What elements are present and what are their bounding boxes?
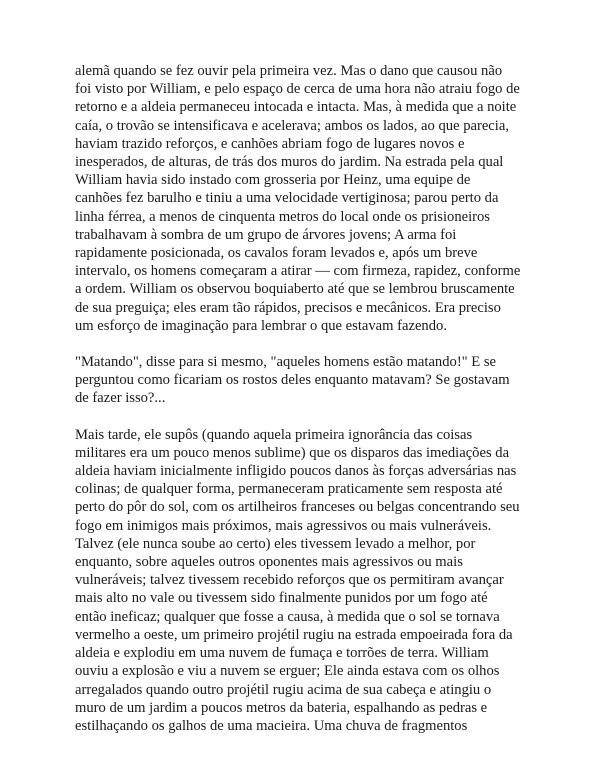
paragraph-3: Mais tarde, ele supôs (quando aquela primeira ignorância das coisas militares era um pouco menos sublime) que os disparos das imediações da aldeia haviam inicialmente infligido poucos danos às forças adversárias nas colinas; de qualquer forma, permaneceram praticamente sem resposta até perto do pôr do sol, com os artilheiros franceses ou belgas concentrando seu fogo em inimigos mais próximos, mais agressivos ou mais vulneráveis. Talvez (ele nunca soube ao certo) eles tivessem levado a melhor, por enquanto, sobre aqueles outros oponentes mais agressivos ou mais vulneráveis; talvez tivessem recebido reforços que os permitiram avançar mais alto no vale ou tivessem sido finalmente punidos por um fogo até então ineficaz; qualquer que fosse a causa, à medida que o sol se tornava vermelho a oeste, um primeiro projétil rugiu na estrada empoeirada fora da aldeia e explodiu em uma nuvem de fumaça e torrões de terra. William ouviu a explosão e viu a nuvem se erguer; Ele ainda estava com os olhos arregalados quando outro projétil rugiu acima de sua cabeça e atingiu o muro de um jardim a poucos metros da bateria, espalhando as pedras e estilhaçando os galhos de uma macieira. Uma chuva de fragmentos — [75, 426, 520, 734]
paragraph-1: alemã quando se fez ouvir pela primeira vez. Mas o dano que causou não foi visto por William, e pelo espaço de cerca de uma hora não atraiu fogo de retorno e a aldeia permaneceu intocada e intacta. Mas, à medida que a noite caía, o trovão se intensificava e acelerava; ambos os lados, ao que parecia, haviam trazido reforços, e canhões abriam fogo de lugares novos e inesperados, de alturas, de trás dos muros do jardim. Na estrada pela qual William havia sido instado com grosseria por Heinz, uma equipe de canhões fez barulho e tiniu a uma velocidade vertiginosa; parou perto da linha férrea, a menos de cinquenta metros do local onde os prisioneiros trabalhavam à sombra de um grupo de árvores jovens; A arma foi rapidamente posicionada, os cavalos foram levados e, após um breve intervalo, os homens começaram a atirar — com firmeza, rapidez, conforme a ordem. William os observou boquiaberto até que se lembrou bruscamente de sua preguiça; eles eram tão rápidos, precisos e mecânicos. Era preciso um esforço de imaginação para lembrar o que estavam fazendo. — [75, 63, 521, 334]
paragraph-2: "Matando", disse para si mesmo, "aqueles homens estão matando!" E se perguntou como ficariam os rostos deles enquanto matavam? Se gostavam de fazer isso?... — [75, 354, 510, 407]
document-page — [75, 62, 530, 753]
